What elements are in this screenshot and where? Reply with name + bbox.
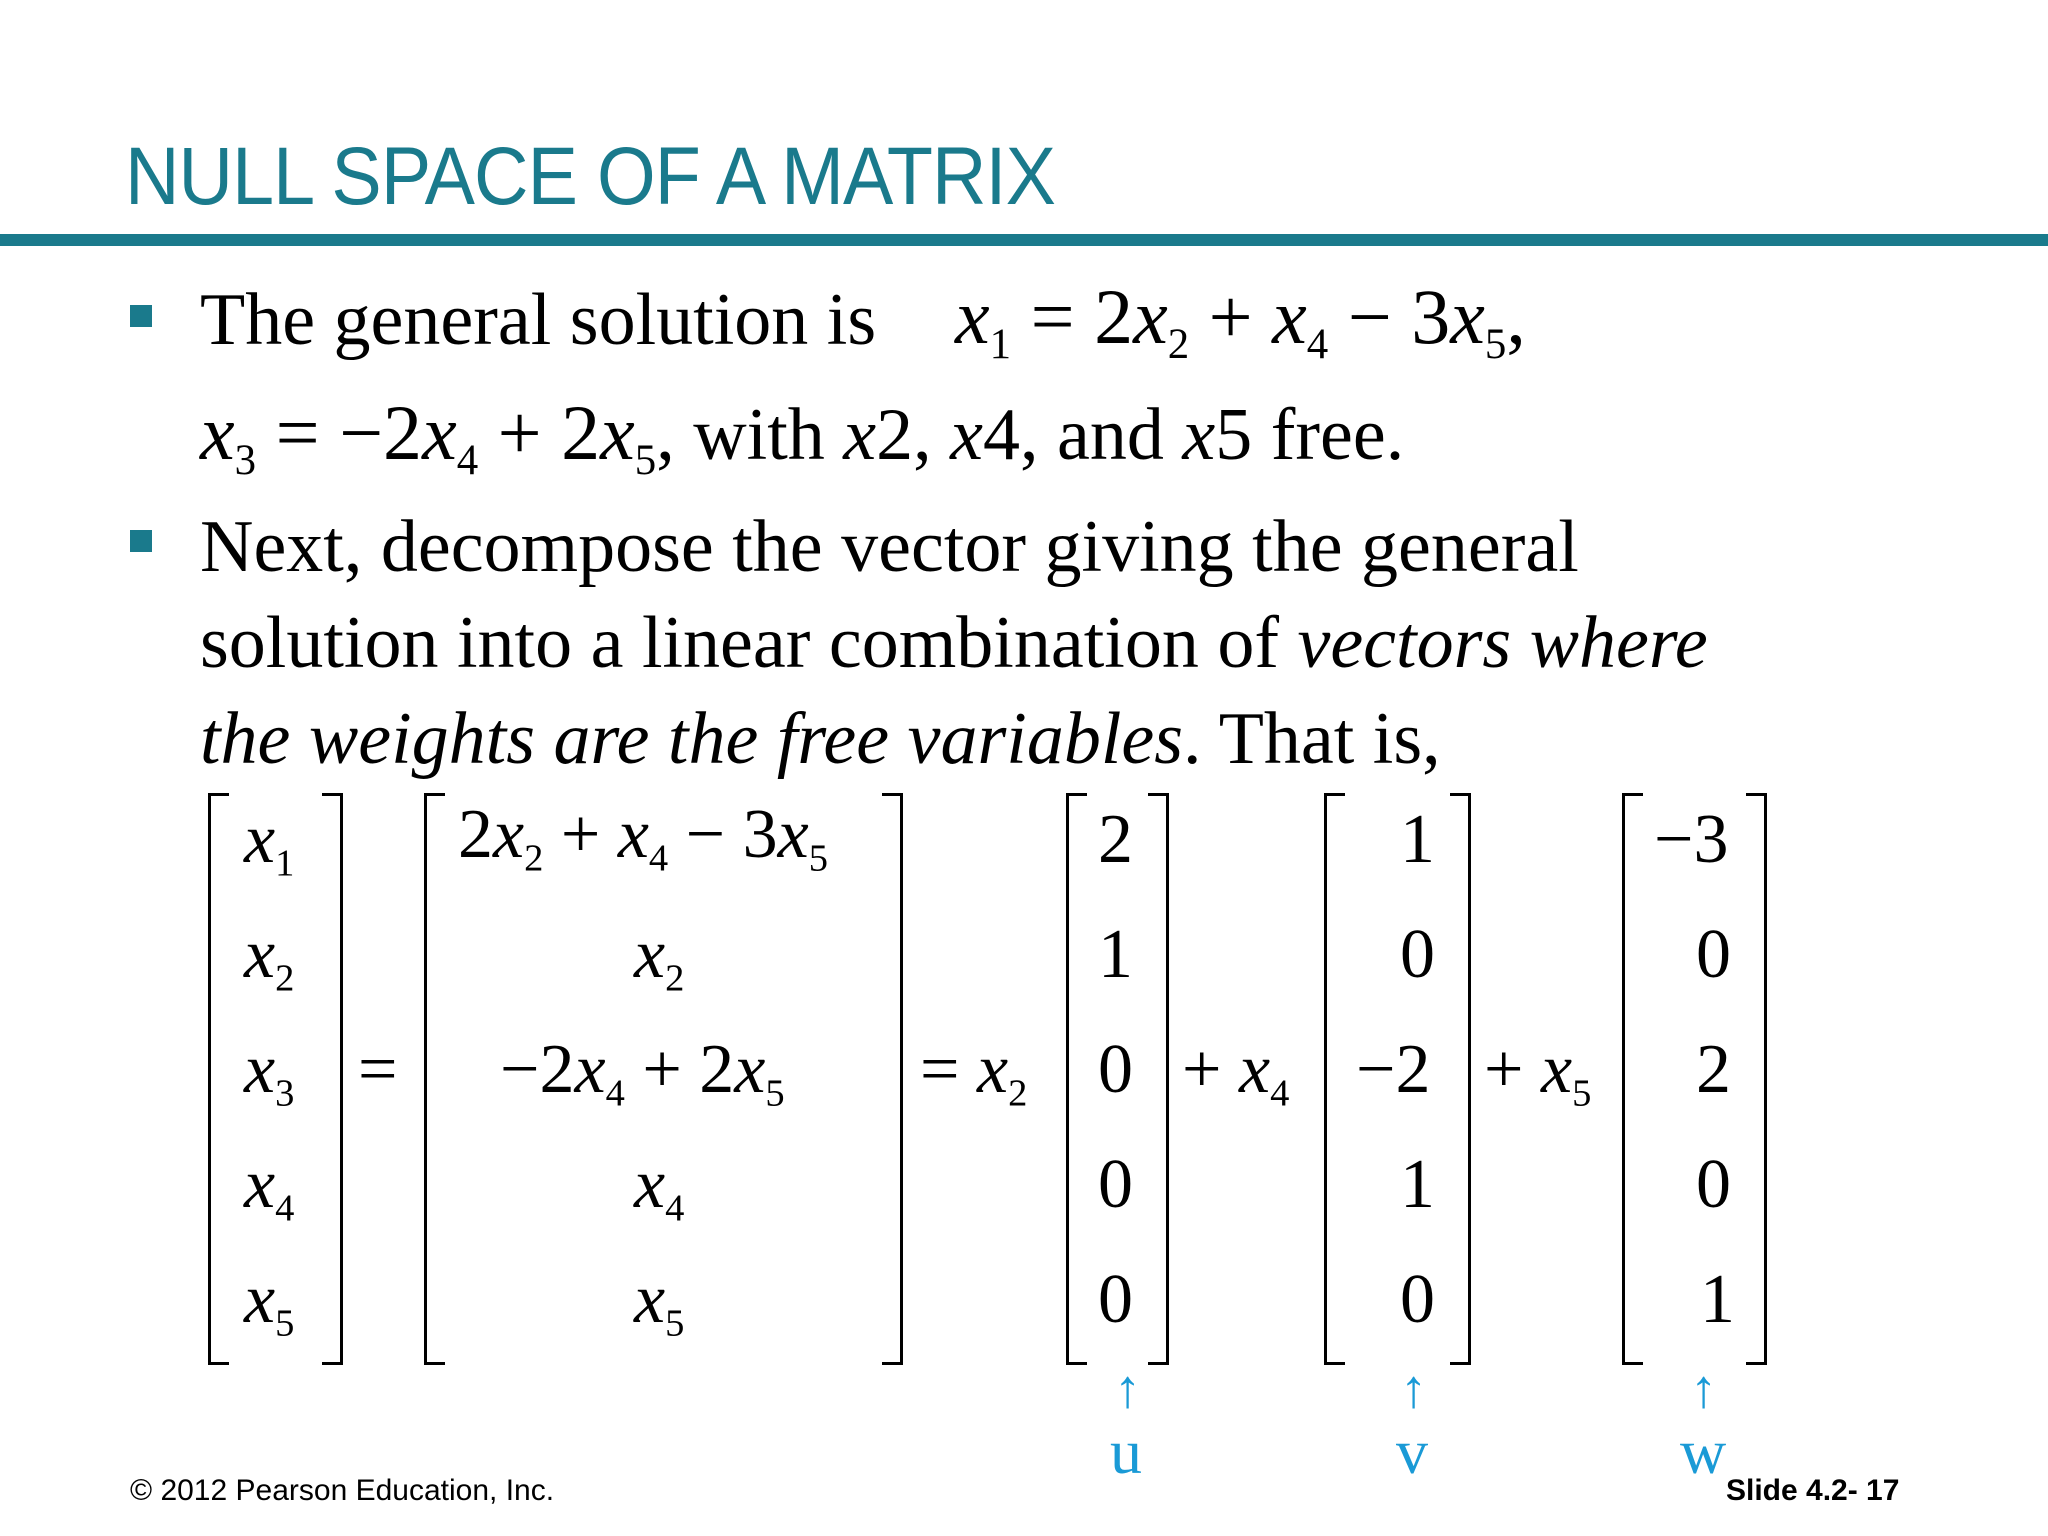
u-entry: 1: [1098, 916, 1133, 993]
general-bracket-right: [882, 793, 903, 1365]
lhs-bracket-right: [322, 793, 343, 1365]
w-bracket-right: [1746, 793, 1767, 1365]
w-bracket-left: [1622, 793, 1643, 1365]
bullet2-line3: [200, 698, 1441, 780]
w-entry: 0: [1696, 1146, 1731, 1223]
label-v: v: [1396, 1416, 1428, 1487]
general-row2: $x_2$: [634, 916, 685, 1000]
w-entry: −3: [1654, 801, 1729, 878]
u-entry: 0: [1098, 1261, 1133, 1338]
bullet2-line1: Next, decompose the vector giving the general: [200, 506, 1579, 588]
bullet-marker: [130, 530, 152, 552]
v-bracket-right: [1450, 793, 1471, 1365]
v-entry: 0: [1400, 916, 1435, 993]
plus-x4: + $x_4$: [1182, 1031, 1290, 1115]
u-entry: 2: [1098, 801, 1133, 878]
lhs-x3: $x_3$: [244, 1031, 295, 1115]
arrow-up-icon: ↑: [1114, 1359, 1141, 1419]
u-bracket-right: [1148, 793, 1169, 1365]
u-bracket-left: [1066, 793, 1087, 1365]
u-entry: 0: [1098, 1146, 1133, 1223]
line3-italic: the weights are the free variables: [200, 698, 1184, 780]
equation-x1: $x_1 = 2x_2 + x_4 - 3x_5$,: [955, 273, 1526, 368]
line3-plain: . That is,: [1183, 698, 1441, 780]
v-entry: −2: [1356, 1031, 1431, 1108]
general-bracket-left: [424, 793, 445, 1365]
arrow-up-icon: ↑: [1690, 1359, 1717, 1419]
u-entry: 0: [1098, 1031, 1133, 1108]
v-entry: 0: [1400, 1261, 1435, 1338]
v-bracket-left: [1324, 793, 1345, 1365]
v-entry: 1: [1400, 1146, 1435, 1223]
w-entry: 2: [1696, 1031, 1731, 1108]
w-entry: 0: [1696, 916, 1731, 993]
equation-x3: $x_3 = -2x_4 + 2x_5$, with x2, x4, and x5 free.: [200, 389, 1405, 484]
copyright: © 2012 Pearson Education, Inc.: [130, 1474, 555, 1507]
slide-title: NULL SPACE OF A MATRIX: [125, 131, 1055, 222]
slide-number: Slide 4.2- 17: [1726, 1474, 1900, 1507]
label-u: u: [1110, 1416, 1142, 1487]
lhs-x1: $x_1$: [244, 801, 295, 885]
line2-italic: vectors where: [1297, 602, 1708, 684]
bullet-marker: [130, 305, 152, 327]
general-row4: $x_4$: [634, 1146, 685, 1230]
label-w: w: [1680, 1416, 1727, 1487]
lhs-x4: $x_4$: [244, 1146, 295, 1230]
general-row1: $2x_2 + x_4 - 3x_5$: [458, 796, 828, 880]
lhs-x2: $x_2$: [244, 916, 295, 1000]
v-entry: 1: [1400, 801, 1435, 878]
bullet1-intro: The general solution is: [200, 279, 877, 361]
lhs-x5: $x_5$: [244, 1261, 295, 1345]
plus-x5: + $x_5$: [1484, 1031, 1592, 1115]
general-row3: $-2x_4 + 2x_5$: [500, 1031, 785, 1115]
lhs-bracket-left: [208, 793, 229, 1365]
equals-sign: =: [358, 1031, 398, 1108]
w-entry: 1: [1700, 1261, 1735, 1338]
title-underline: [0, 234, 2048, 246]
arrow-up-icon: ↑: [1400, 1359, 1427, 1419]
bullet2-line2: [200, 602, 1708, 684]
general-row5: $x_5$: [634, 1261, 685, 1345]
equals-x2: = $x_2$: [920, 1031, 1028, 1115]
line2-plain: solution into a linear combination of: [200, 602, 1298, 684]
